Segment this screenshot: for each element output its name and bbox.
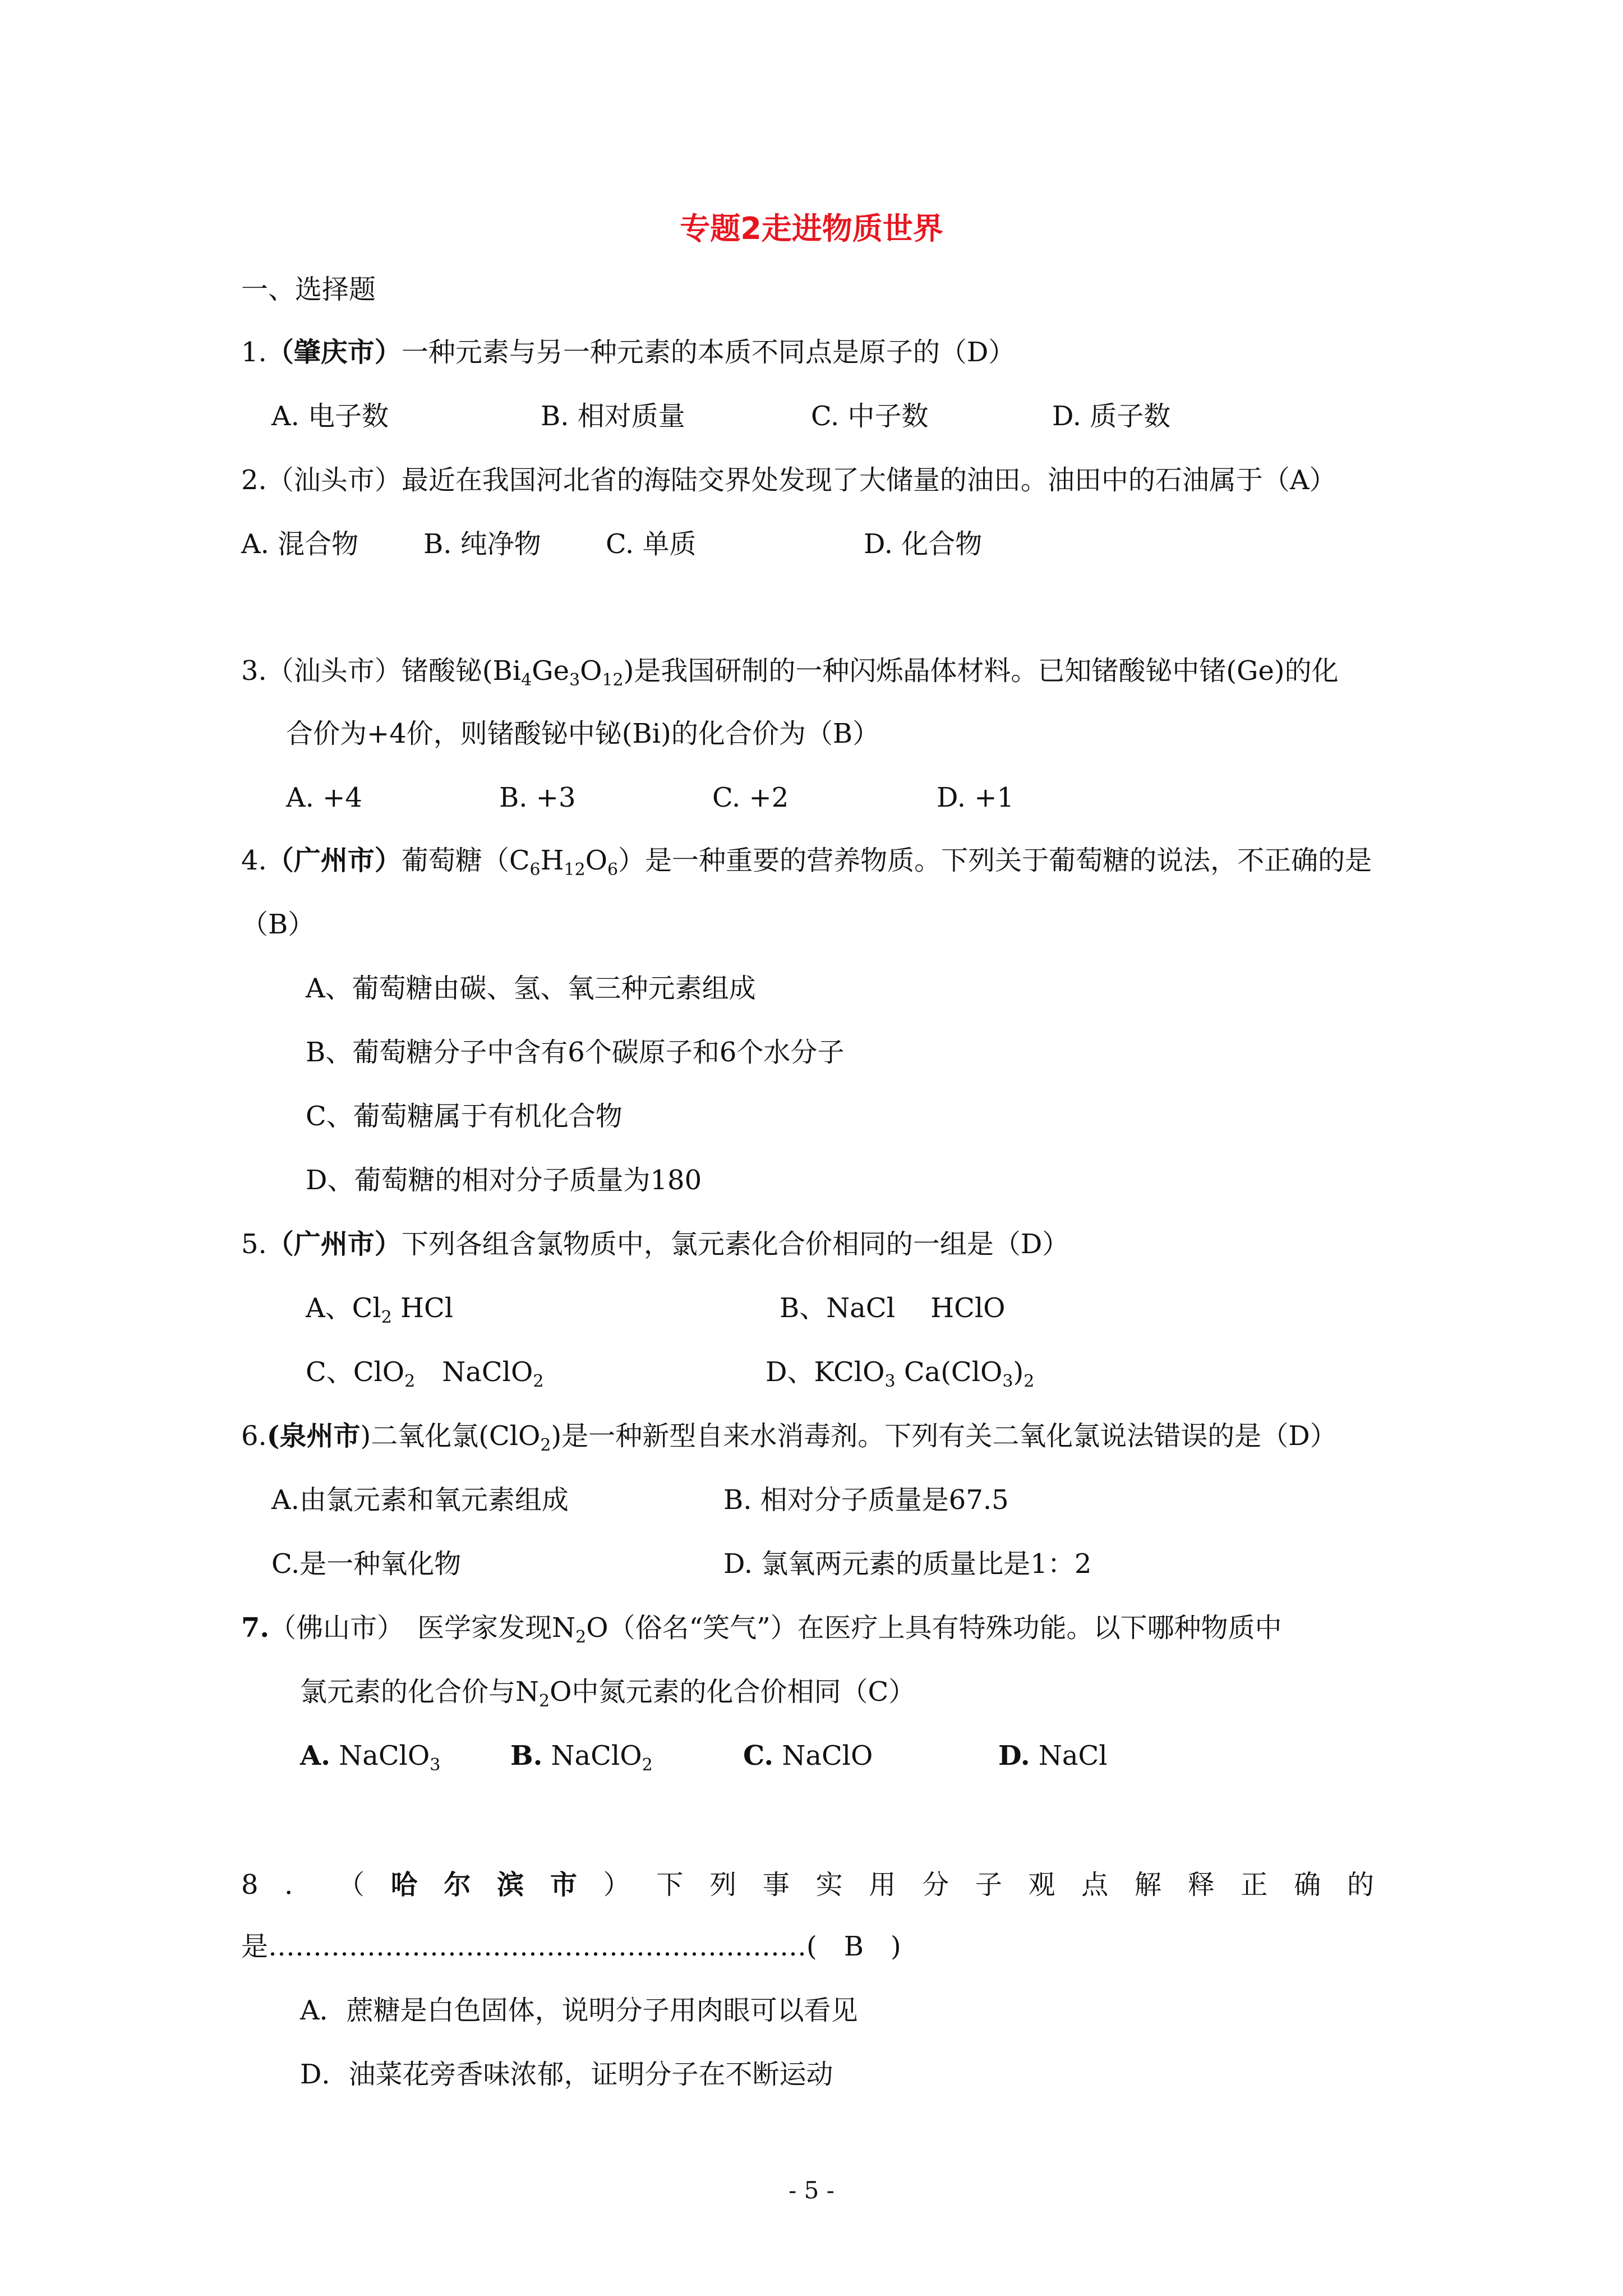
option-a: A.由氯元素和氧元素组成 [271,1484,569,1516]
text-run: D、KClO [766,1356,885,1388]
subscript: 3 [1002,1372,1013,1391]
char: 子 [975,1869,1002,1901]
question-number: 3. [241,655,267,687]
option-a: A、葡萄糖由碳、氢、氧三种元素组成 [306,973,756,1004]
question-3-cont: 合价为+4价，则锗酸铋中铋(Bi)的化合价为（B） [286,718,880,749]
char: 的 [1347,1869,1374,1901]
option-a: A. 电子数 [271,401,389,432]
subscript: 2 [575,1627,587,1647]
text-run: O中氮元素的化合价相同（C） [550,1676,916,1708]
text-run: 氯元素的化合价与N [300,1676,540,1708]
question-text: 一种元素与另一种元素的本质不同点是原子的（D） [401,337,1016,368]
option-c: C、葡萄糖属于有机化合物 [306,1101,623,1132]
subscript: 12 [564,860,585,880]
char: 确 [1294,1869,1321,1901]
subscript: 2 [540,1435,551,1455]
text-run: A、Cl [306,1292,381,1324]
option-letter: C. [743,1740,774,1772]
option-d: D．油菜花旁香味浓郁，证明分子在不断运动 [300,2059,833,2090]
subscript: 3 [430,1755,441,1775]
text-run: C、ClO [306,1356,405,1388]
char: 市 [550,1869,577,1901]
question-8 [241,1868,1374,1902]
text-run: )是一种新型自来水消毒剂。下列有关二氧化氯说法错误的是（D） [551,1420,1337,1452]
char: ． [284,1869,312,1901]
subscript: 3 [569,670,580,690]
text-run: NaClO [773,1740,873,1772]
option-b: B. 相对质量 [541,401,685,432]
question-source: （广州市） [266,1228,402,1260]
option-c: C. 中子数 [811,401,929,432]
question-7-cont [300,1675,915,1709]
option-a: A. +4 [286,782,362,813]
subscript: 2 [404,1372,416,1391]
option-b: B. +3 [499,782,576,813]
document-title: 专题2走进物质世界 [680,211,943,246]
subscript: 2 [381,1308,392,1327]
question-source: （肇庆市） [266,337,402,368]
option-b: B. 纯净物 [423,528,541,560]
option-a: A．蔗糖是白色固体，说明分子用肉眼可以看见 [300,1995,858,2026]
question-source: (泉州市 [266,1420,361,1452]
question-4 [241,844,1372,880]
char: 哈 [390,1869,418,1901]
option-c: C. 单质 [606,528,697,560]
text-run: )是我国研制的一种闪烁晶体材料。已知锗酸铋中锗(Ge)的化 [623,655,1339,687]
option-b [510,1739,653,1773]
question-number: 5. [241,1228,267,1260]
question-6 [241,1419,1337,1453]
subscript: 6 [607,860,619,880]
question-7 [241,1611,1282,1645]
option-letter: B. [510,1740,543,1772]
char: 列 [709,1869,737,1901]
option-b: B、NaCl HClO [780,1292,1006,1324]
text-run: HCl [391,1292,454,1324]
text-run: 葡萄糖（C [401,845,530,876]
question-4-cont: （B） [241,909,315,940]
text-run: NaClO [542,1740,642,1772]
question-5 [241,1227,1069,1261]
option-c [306,1355,543,1389]
char: 解 [1135,1869,1162,1901]
char: 下 [656,1869,684,1901]
text-run: NaCl [1030,1740,1108,1772]
option-a: A. 混合物 [241,528,359,560]
subscript: 2 [642,1755,653,1775]
question-number: 6. [241,1420,267,1452]
text-run: 医学家发现N [390,1612,576,1644]
option-letter: D. [998,1740,1030,1772]
page-number: - 5 - [789,2177,834,2204]
option-b: B、葡萄糖分子中含有6个碳原子和6个水分子 [306,1037,845,1068]
text-run: ）是一种重要的营养物质。下列关于葡萄糖的说法，不正确的是 [618,845,1372,876]
question-number: 1. [241,337,267,368]
question-2 [241,463,1336,497]
option-b: B. 相对分子质量是67.5 [723,1484,1009,1516]
text-run: NaClO [330,1740,430,1772]
char: 实 [815,1869,843,1901]
question-source: （汕头市） [266,464,402,496]
subscript: 6 [529,860,541,880]
text-run: O [585,845,608,876]
char: 分 [922,1869,949,1901]
question-source: （汕头市） [266,655,402,687]
question-1 [241,335,1015,369]
char: 观 [1028,1869,1055,1901]
option-a [300,1739,440,1773]
subscript: 3 [884,1372,896,1391]
option-letter: A. [300,1740,330,1772]
char: 尔 [444,1869,471,1901]
char: ） [603,1869,630,1901]
text-run: O（俗名“笑气”）在医疗上具有特殊功能。以下哪种物质中 [586,1612,1282,1644]
char: （ [338,1869,365,1901]
subscript: 12 [602,670,624,690]
option-c: C. +2 [712,782,789,813]
question-number: 4. [241,845,267,876]
question-3 [241,654,1339,688]
option-a [306,1291,453,1325]
option-d: D. 氯氧两元素的质量比是1：2 [723,1548,1092,1580]
question-number: 2. [241,464,267,496]
char: 事 [762,1869,790,1901]
option-d: D、葡萄糖的相对分子质量为180 [306,1165,702,1196]
subscript: 2 [533,1372,544,1391]
question-text: 最近在我国河北省的海陆交界处发现了大储量的油田。油田中的石油属于（A） [401,464,1336,496]
text-run: )二氧化氯(ClO [360,1420,541,1452]
subscript: 2 [539,1691,550,1711]
question-number: 7. [241,1612,270,1644]
question-text: 下列各组含氯物质中，氯元素化合价相同的一组是（D） [401,1228,1069,1260]
char: 用 [869,1869,896,1901]
option-d: D. +1 [937,782,1015,813]
text-run: Ge [532,655,570,687]
text-run: 锗酸铋(Bi [401,655,522,687]
subscript: 2 [1023,1372,1035,1391]
text-run: ) [1013,1356,1024,1388]
question-source: （广州市） [266,845,402,876]
text-run: NaClO [415,1356,533,1388]
char: 正 [1241,1869,1268,1901]
text-run: H [540,845,564,876]
char: 滨 [497,1869,524,1901]
char: 8 [241,1869,259,1901]
option-d: D. 质子数 [1052,401,1171,432]
subscript: 4 [521,670,532,690]
char: 点 [1081,1869,1109,1901]
option-c [743,1739,873,1773]
question-8-cont: 是……………………………………………………( B ) [241,1931,901,1962]
option-d [766,1355,1034,1389]
section-heading: 一、选择题 [241,274,376,305]
text-run: Ca(ClO [895,1356,1003,1388]
char: 释 [1187,1869,1215,1901]
text-run: O [580,655,602,687]
question-source: （佛山市） [269,1612,391,1644]
option-d [998,1739,1108,1773]
option-d: D. 化合物 [864,528,983,560]
option-c: C.是一种氧化物 [271,1548,462,1580]
